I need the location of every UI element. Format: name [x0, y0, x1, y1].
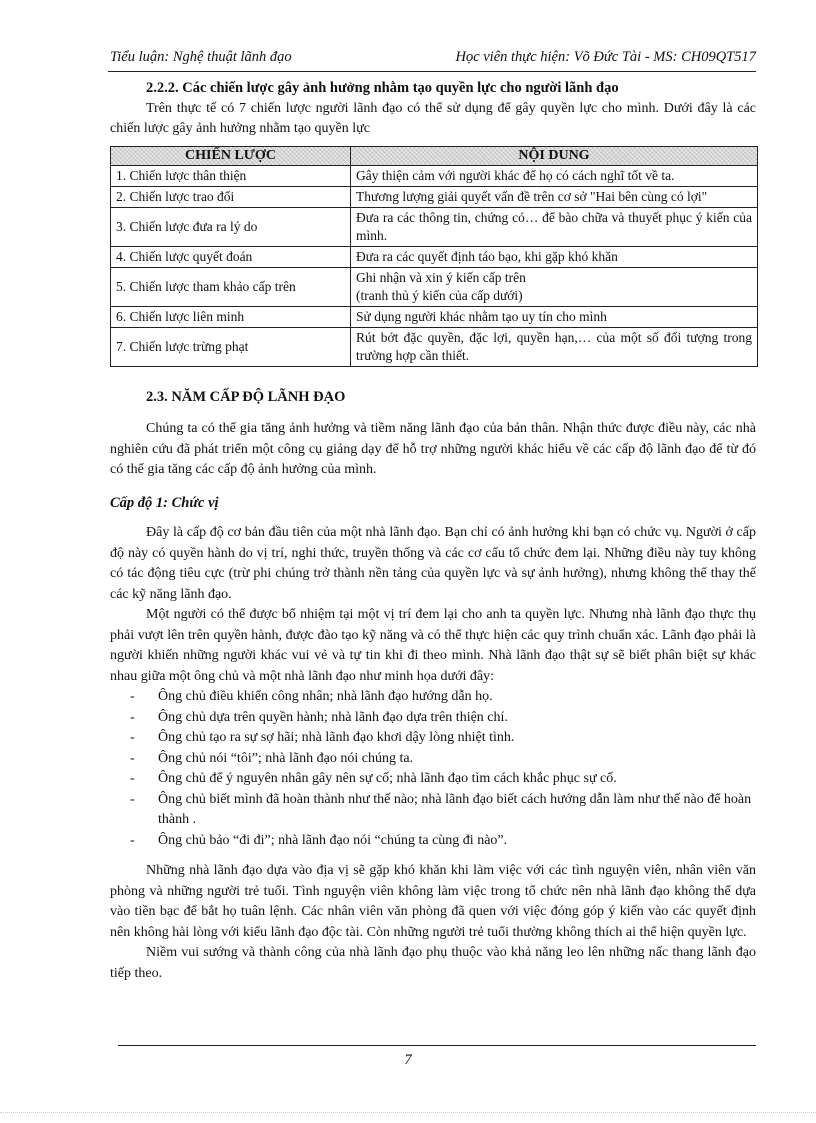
table-header-strategy: CHIẾN LƯỢC — [111, 146, 351, 165]
list-item — [110, 790, 756, 831]
level-1-paragraph-1: Đây là cấp độ cơ bản đầu tiên của một nhà lãnh đạo. Bạn chỉ có ảnh hưởng khi bạn có chức vụ. Người ở cấp độ này có quyền hành do vị trí, nghi thức, truyền thống và các cơ cấu tổ chức đem lại. Những điều này tuy không có tác động tiêu cực (trừ phi chúng trở thành nền tảng của quyền lực và sự ảnh hưởng), nhưng không thể thay thế các kỹ năng lãnh đạo. — [110, 525, 756, 602]
page-bottom-edge — [0, 1112, 816, 1113]
list-item — [110, 831, 756, 852]
table-row — [111, 327, 758, 366]
list-item — [110, 769, 756, 790]
strategy-name: 5. Chiến lược tham khảo cấp trên — [111, 267, 351, 306]
list-item-text: Ông chủ dựa trên quyền hành; nhà lãnh đạo dựa trên thiện chí. — [158, 709, 508, 725]
section-2-2-2-intro: Trên thực tế có 7 chiến lược người lãnh đạo có thể sử dụng để gây quyền lực cho mình. Dưới đây là các chiến lược gây ảnh hưởng nhằm tạo quyền lực — [110, 100, 756, 136]
level-1-title: Cấp độ 1: Chức vị — [110, 494, 219, 511]
footer-divider — [118, 1045, 756, 1046]
strategy-table — [110, 146, 758, 367]
list-item — [110, 728, 756, 749]
strategy-content: Ghi nhận và xin ý kiến cấp trên (tranh thủ ý kiến của cấp dưới) — [351, 267, 758, 306]
list-item-text: Ông chủ biết mình đã hoàn thành như thế nào; nhà lãnh đạo biết cách hướng dẫn làm như thế nào để hoàn thành . — [158, 791, 752, 827]
bullet-dash: - — [130, 791, 135, 807]
strategy-name: 7. Chiến lược trừng phạt — [111, 327, 351, 366]
bullet-dash: - — [130, 730, 135, 745]
bullet-dash: - — [130, 750, 135, 766]
page-header — [110, 49, 756, 69]
page-number: 7 — [404, 1052, 412, 1068]
level-1-paragraph-4: Niềm vui sướng và thành công của nhà lãnh đạo phụ thuộc vào khả năng leo lên những nấc thang lãnh đạo tiếp theo. — [110, 945, 756, 981]
list-item-text: Ông chủ điều khiển công nhân; nhà lãnh đạo hướng dẫn họ. — [158, 689, 493, 704]
table-row — [111, 186, 758, 207]
strategy-content: Đưa ra các quyết định táo bạo, khi gặp khó khăn — [351, 246, 758, 267]
strategy-name: 3. Chiến lược đưa ra lý do — [111, 207, 351, 246]
strategy-name: 6. Chiến lược liên minh — [111, 306, 351, 327]
section-2-2-2-title: 2.2.2. Các chiến lược gây ảnh hưởng nhằm tạo quyền lực cho người lãnh đạo — [146, 80, 619, 96]
list-item — [110, 749, 756, 770]
strategy-content: Thương lượng giải quyết vấn đề trên cơ sở "Hai bên cùng có lợi" — [351, 186, 758, 207]
list-item-text: Ông chủ tạo ra sự sợ hãi; nhà lãnh đạo khơi dậy lòng nhiệt tình. — [158, 730, 515, 745]
table-row — [111, 165, 758, 186]
section-2-3-title: 2.3. NĂM CẤP ĐỘ LÃNH ĐẠO — [146, 388, 346, 405]
strategy-content: Rút bớt đặc quyền, đặc lợi, quyền hạn,… của một số đối tượng trong trường hợp cần thiết. — [351, 327, 758, 366]
strategy-content: Đưa ra các thông tin, chứng có… để bào chữa và thuyết phục ý kiến của mình. — [351, 207, 758, 246]
bullet-dash: - — [130, 771, 135, 786]
table-row — [111, 246, 758, 267]
bullet-dash: - — [130, 832, 135, 848]
header-title: Tiểu luận: Nghệ thuật lãnh đạo — [110, 49, 292, 65]
strategy-content: Sử dụng người khác nhằm tạo uy tín cho mình — [351, 306, 758, 327]
strategy-name: 4. Chiến lược quyết đoán — [111, 246, 351, 267]
list-item-text: Ông chủ nói “tôi”; nhà lãnh đạo nói chúng ta. — [158, 750, 414, 766]
strategy-name: 1. Chiến lược thân thiện — [111, 165, 351, 186]
table-header-row — [111, 146, 758, 165]
strategy-content: Gây thiện cảm với người khác để họ có cách nghĩ tốt về ta. — [351, 165, 758, 186]
table-row — [111, 267, 758, 306]
bullet-dash: - — [130, 689, 135, 704]
table-row — [111, 207, 758, 246]
list-item — [110, 687, 756, 708]
section-2-3-intro: Chúng ta có thể gia tăng ảnh hưởng và tiềm năng lãnh đạo của bản thân. Nhận thức được điều này, các nhà nghiên cứu đã phát triển một công cụ giảng dạy để hỗ trợ những người khác hiểu về các cấp độ lãnh đạo để từ đó có thể gia tăng các cấp độ ảnh hưởng của mình. — [110, 421, 756, 477]
list-item-text: Ông chủ bảo “đi đi”; nhà lãnh đạo nói “chúng ta cùng đi nào”. — [158, 832, 508, 848]
table-row — [111, 306, 758, 327]
header-author: Học viên thực hiện: Võ Đức Tài - MS: CH09QT517 — [455, 49, 756, 65]
list-item-text: Ông chủ để ý nguyên nhân gây nên sự cố; nhà lãnh đạo tìm cách khắc phục sự cố. — [158, 771, 617, 786]
table-header-content: NỘI DUNG — [351, 146, 758, 165]
bullet-dash: - — [130, 709, 135, 725]
list-item — [110, 708, 756, 729]
level-1-paragraph-2: Một người có thể được bổ nhiệm tại một vị trí đem lại cho anh ta quyền lực. Nhưng nhà lãnh đạo thực thụ phải vượt lên trên quyền hành, được đào tạo kỹ năng và có thể thực hiện các quy trình chuẩn xác. Lãnh đạo phải là người khiến những người khác vui vẻ và tự tin khi đi theo mình. Nhà lãnh đạo thật sự sẽ biết phân biệt sự khác nhau giữa một ông chủ và một nhà lãnh đạo như minh họa dưới đây: — [110, 607, 756, 684]
level-1-paragraph-3: Những nhà lãnh đạo dựa vào địa vị sẽ gặp khó khăn khi làm việc với các tình nguyện viên, nhân viên văn phòng và những người trẻ tuổi. Tình nguyện viên không làm việc trong tổ chức nên nhà lãnh đạo không thể dựa vào tiền bạc để bắt họ tuân lệnh. Các nhân viên văn phòng đã quen với việc đóng góp ý kiến vào các quyết định nên không hài lòng với kiểu lãnh đạo độc tài. Còn những người trẻ tuổi thường không thích ai thể hiện quyền lực. — [110, 863, 756, 940]
strategy-name: 2. Chiến lược trao đổi — [111, 186, 351, 207]
boss-vs-leader-list — [110, 687, 756, 851]
page-body — [110, 78, 756, 984]
header-divider — [108, 71, 756, 72]
